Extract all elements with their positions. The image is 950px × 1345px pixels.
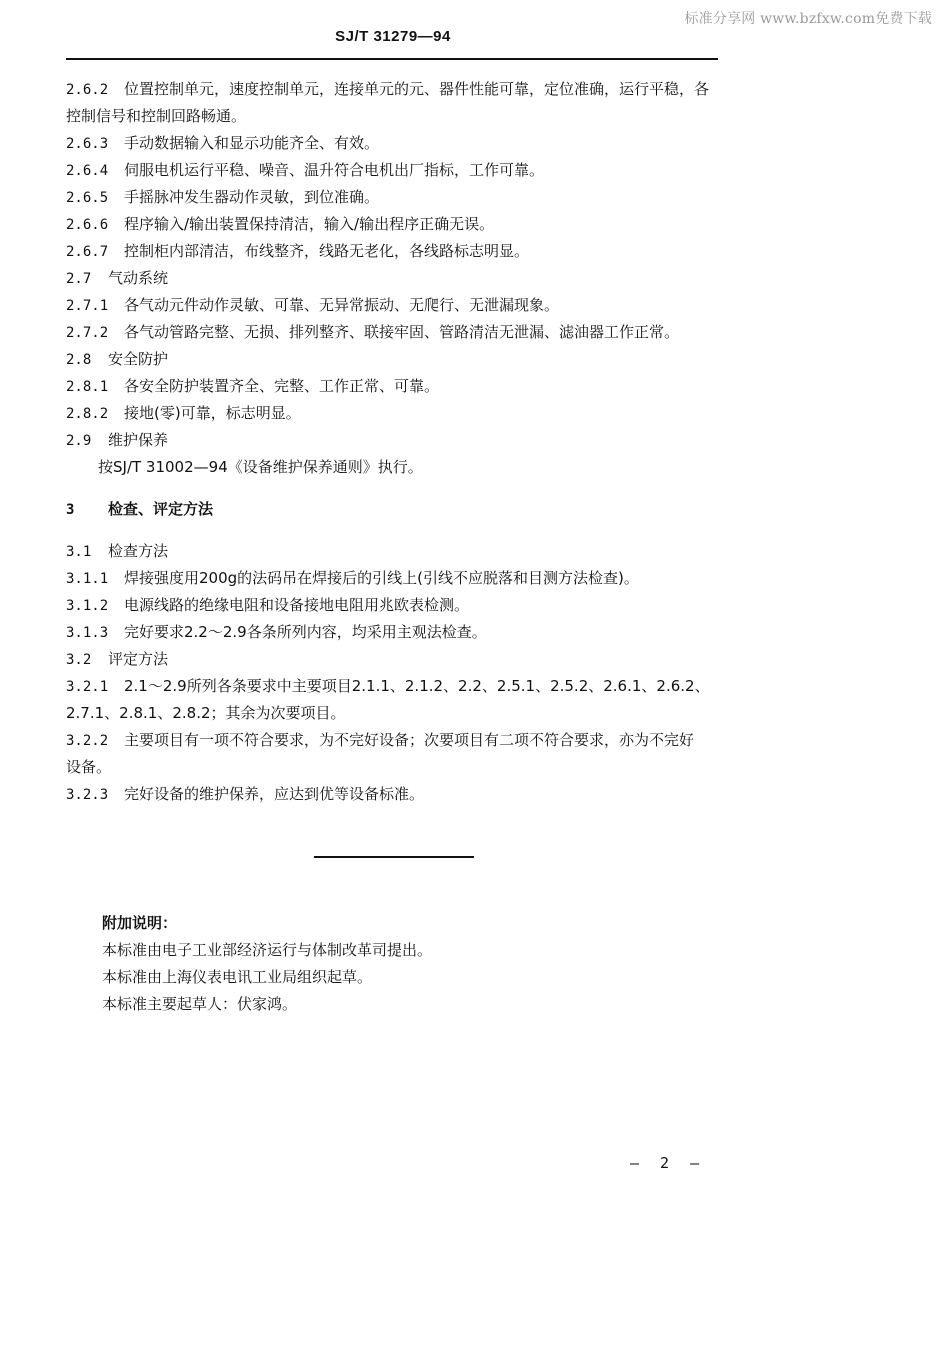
clause-2-6-7 <box>66 240 529 261</box>
clause-number: 2.8 <box>66 352 92 368</box>
clause-text: 电源线路的绝缘电阻和设备接地电阻用兆欧表检测。 <box>124 596 470 614</box>
clause-text: 检查、评定方法 <box>108 500 214 518</box>
clause-text: 主要项目有一项不符合要求，为不完好设备；次要项目有二项不符合要求，亦为不完好 <box>124 731 695 749</box>
clause-number: 3.2 <box>66 652 92 668</box>
clause-number: 3.1 <box>66 544 92 560</box>
clause-text: 伺服电机运行平稳、噪音、温升符合电机出厂指标，工作可靠。 <box>124 161 545 179</box>
clause-3-2-1 <box>66 675 710 696</box>
document-code-header: SJ/T 31279—94 <box>335 28 451 45</box>
clause-number: 2.8.2 <box>66 406 109 422</box>
clause-text: 评定方法 <box>108 650 169 668</box>
clause-2-8-1 <box>66 375 439 396</box>
clause-2-6-2 <box>66 78 709 99</box>
clause-2-6-4 <box>66 159 544 180</box>
clause-3-2-2-continued <box>66 756 111 777</box>
clause-3-2-1-continued <box>66 702 346 723</box>
clause-number: 2.7.2 <box>66 325 109 341</box>
clause-text: 维护保养 <box>108 431 169 449</box>
notes-line: 本标准由上海仪表电讯工业局组织起草。 <box>102 968 373 986</box>
clause-number: 2.7.1 <box>66 298 109 314</box>
clause-text: 手摇脉冲发生器动作灵敏，到位准确。 <box>124 188 380 206</box>
clause-2-6-2-continued <box>66 105 246 126</box>
clause-number: 2.8.1 <box>66 379 109 395</box>
chapter-3-heading <box>66 498 213 519</box>
clause-number: 2.6.5 <box>66 190 109 206</box>
clause-number: 2.7 <box>66 271 92 287</box>
clause-text: 各气动元件动作灵敏、可靠、无异常振动、无爬行、无泄漏现象。 <box>124 296 560 314</box>
header-divider <box>66 58 718 60</box>
clause-2-6-6 <box>66 213 494 234</box>
clause-3-2-2 <box>66 729 694 750</box>
section-2-7-heading <box>66 267 168 288</box>
clause-3-1-2 <box>66 594 469 615</box>
clause-2-8-2 <box>66 402 301 423</box>
clause-text: 位置控制单元，速度控制单元，连接单元的元、器件性能可靠，定位准确，运行平稳，各 <box>124 80 710 98</box>
clause-text: 安全防护 <box>108 350 169 368</box>
clause-3-1-1 <box>66 567 639 588</box>
clause-text: 各气动管路完整、无损、排列整齐、联接牢固、管路清洁无泄漏、滤油器工作正常。 <box>124 323 680 341</box>
notes-line: 本标准由电子工业部经济运行与体制改革司提出。 <box>102 941 433 959</box>
end-of-text-divider <box>314 856 474 858</box>
additional-notes <box>102 912 432 1020</box>
clause-text: 各安全防护装置齐全、完整、工作正常、可靠。 <box>124 377 440 395</box>
clause-text: 检查方法 <box>108 542 169 560</box>
clause-text: 焊接强度用200g的法码吊在焊接后的引线上(引线不应脱落和目测方法检查)。 <box>124 569 639 587</box>
clause-number: 3 <box>66 502 75 518</box>
clause-text: 完好要求2.2～2.9各条所列内容，均采用主观法检查。 <box>124 623 487 641</box>
clause-text: 程序输入/输出装置保持清洁，输入/输出程序正确无误。 <box>124 215 495 233</box>
clause-text: 控制信号和控制回路畅通。 <box>66 107 247 125</box>
section-2-8-heading <box>66 348 168 369</box>
clause-2-6-5 <box>66 186 379 207</box>
clause-2-7-2 <box>66 321 679 342</box>
clause-number: 2.6.2 <box>66 82 109 98</box>
clause-text: 接地(零)可靠，标志明显。 <box>124 404 301 422</box>
clause-number: 2.6.7 <box>66 244 109 260</box>
section-3-2-heading <box>66 648 168 669</box>
section-3-1-heading <box>66 540 168 561</box>
clause-text: 2.1～2.9所列各条要求中主要项目2.1.1、2.1.2、2.2、2.5.1、2.5.2、2.6.1、2.6.2、 <box>124 677 710 695</box>
clause-2-7-1 <box>66 294 559 315</box>
clause-text: 2.7.1、2.8.1、2.8.2；其余为次要项目。 <box>66 704 346 722</box>
page-number: — 2 — <box>630 1154 706 1172</box>
clause-number: 3.2.1 <box>66 679 109 695</box>
notes-heading: 附加说明： <box>102 914 178 932</box>
clause-number: 2.6.3 <box>66 136 109 152</box>
clause-text: 设备。 <box>66 758 112 776</box>
clause-number: 2.6.6 <box>66 217 109 233</box>
section-2-9-heading <box>66 429 168 450</box>
clause-text: 气动系统 <box>108 269 169 287</box>
clause-number: 2.9 <box>66 433 92 449</box>
clause-text: 按SJ/T 31002—94《设备维护保养通则》执行。 <box>98 458 423 476</box>
clause-number: 2.6.4 <box>66 163 109 179</box>
clause-number: 3.1.3 <box>66 625 109 641</box>
clause-text: 控制柜内部清洁，布线整齐，线路无老化，各线路标志明显。 <box>124 242 530 260</box>
notes-line: 本标准主要起草人：伏家鸿。 <box>102 995 298 1013</box>
clause-3-1-3 <box>66 621 487 642</box>
clause-text: 完好设备的维护保养，应达到优等设备标准。 <box>124 785 425 803</box>
watermark-text: 标准分享网 www.bzfxw.com免费下载 <box>684 11 932 27</box>
clause-number: 3.2.3 <box>66 787 109 803</box>
clause-2-9-body <box>66 456 423 477</box>
clause-text: 手动数据输入和显示功能齐全、有效。 <box>124 134 380 152</box>
clause-number: 3.1.2 <box>66 598 109 614</box>
clause-number: 3.1.1 <box>66 571 109 587</box>
clause-3-2-3 <box>66 783 424 804</box>
clause-number: 3.2.2 <box>66 733 109 749</box>
clause-2-6-3 <box>66 132 379 153</box>
